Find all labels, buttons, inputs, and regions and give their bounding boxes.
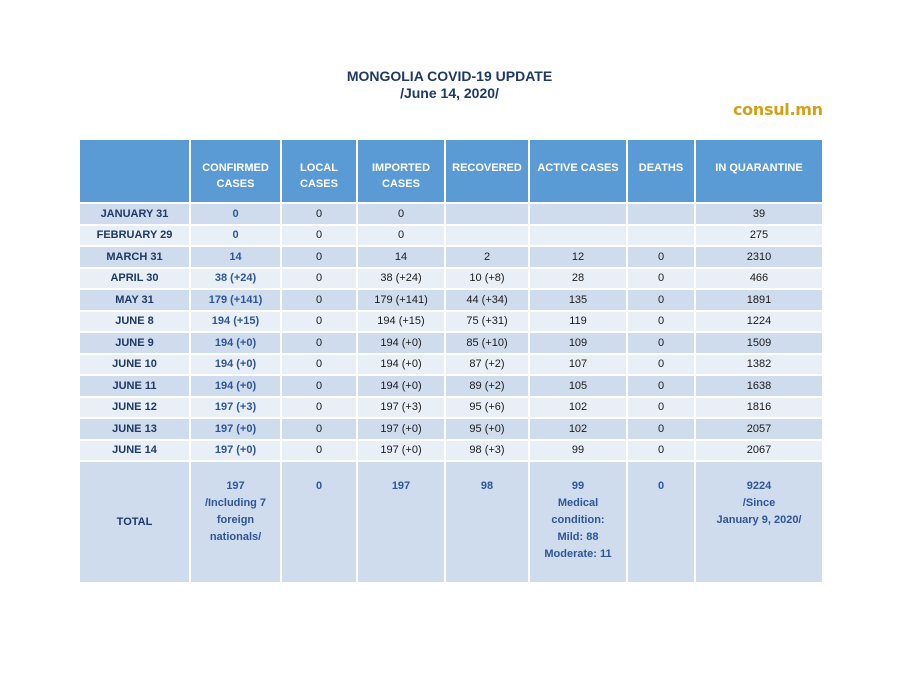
row-quarantine: 2067 — [695, 440, 823, 462]
row-date: MAY 31 — [79, 289, 190, 311]
row-date: MARCH 31 — [79, 246, 190, 268]
row-imported: 197 (+0) — [357, 418, 445, 440]
total-confirmed-line: foreign — [216, 514, 255, 526]
header-imported: IMPORTED CASES — [357, 139, 445, 203]
row-imported: 194 (+15) — [357, 311, 445, 333]
row-local: 0 — [281, 203, 357, 225]
row-active: 119 — [529, 311, 627, 333]
row-confirmed: 197 (+0) — [190, 418, 281, 440]
row-recovered — [445, 203, 529, 225]
row-deaths: 0 — [627, 332, 695, 354]
row-quarantine: 1638 — [695, 375, 823, 397]
row-deaths: 0 — [627, 289, 695, 311]
row-active: 99 — [529, 440, 627, 462]
row-quarantine: 2057 — [695, 418, 823, 440]
row-local: 0 — [281, 225, 357, 247]
row-date: JUNE 9 — [79, 332, 190, 354]
row-confirmed: 179 (+141) — [190, 289, 281, 311]
row-recovered: 89 (+2) — [445, 375, 529, 397]
row-active: 107 — [529, 354, 627, 376]
table-header-row — [79, 139, 823, 203]
row-local: 0 — [281, 268, 357, 290]
row-local: 0 — [281, 397, 357, 419]
table-row — [79, 225, 823, 247]
total-quarantine-line: /Since — [742, 497, 776, 509]
table-row — [79, 397, 823, 419]
row-local: 0 — [281, 418, 357, 440]
row-recovered: 87 (+2) — [445, 354, 529, 376]
row-recovered: 85 (+10) — [445, 332, 529, 354]
row-recovered: 2 — [445, 246, 529, 268]
page-title: MONGOLIA COVID-19 UPDATE — [346, 68, 553, 84]
row-quarantine: 1891 — [695, 289, 823, 311]
row-recovered — [445, 225, 529, 247]
table-row — [79, 311, 823, 333]
header-active: ACTIVE CASES — [529, 139, 627, 203]
total-active-line: condition: — [551, 514, 605, 526]
row-deaths — [627, 225, 695, 247]
row-deaths: 0 — [627, 375, 695, 397]
row-imported: 197 (+0) — [357, 440, 445, 462]
row-active: 12 — [529, 246, 627, 268]
table-row — [79, 289, 823, 311]
row-local: 0 — [281, 440, 357, 462]
row-confirmed: 194 (+0) — [190, 375, 281, 397]
row-quarantine: 1224 — [695, 311, 823, 333]
row-date: JUNE 8 — [79, 311, 190, 333]
row-date: FEBRUARY 29 — [79, 225, 190, 247]
row-confirmed: 0 — [190, 225, 281, 247]
total-imported: 197 — [357, 461, 445, 583]
row-recovered: 75 (+31) — [445, 311, 529, 333]
row-imported: 197 (+3) — [357, 397, 445, 419]
row-quarantine: 2310 — [695, 246, 823, 268]
row-local: 0 — [281, 289, 357, 311]
row-recovered: 95 (+0) — [445, 418, 529, 440]
row-imported: 38 (+24) — [357, 268, 445, 290]
table-row — [79, 246, 823, 268]
row-date: JUNE 11 — [79, 375, 190, 397]
row-date: APRIL 30 — [79, 268, 190, 290]
row-confirmed: 197 (+3) — [190, 397, 281, 419]
total-active-line: Mild: 88 — [557, 531, 599, 543]
row-active: 135 — [529, 289, 627, 311]
row-date: JUNE 14 — [79, 440, 190, 462]
total-confirmed-line: 197 — [226, 480, 245, 492]
row-quarantine: 1509 — [695, 332, 823, 354]
table-row — [79, 354, 823, 376]
header-confirmed: CONFIRMED CASES — [190, 139, 281, 203]
row-quarantine: 275 — [695, 225, 823, 247]
total-confirmed — [190, 461, 281, 583]
row-deaths: 0 — [627, 440, 695, 462]
table-row — [79, 268, 823, 290]
header-quarantine: IN QUARANTINE — [695, 139, 823, 203]
row-confirmed: 38 (+24) — [190, 268, 281, 290]
row-imported: 194 (+0) — [357, 332, 445, 354]
row-imported: 0 — [357, 225, 445, 247]
consul-logo: consul.mn — [733, 100, 823, 119]
total-local: 0 — [281, 461, 357, 583]
total-quarantine-line: 9224 — [746, 480, 772, 492]
row-deaths — [627, 203, 695, 225]
row-quarantine: 1382 — [695, 354, 823, 376]
row-imported: 14 — [357, 246, 445, 268]
total-quarantine-line: January 9, 2020/ — [716, 514, 802, 526]
table-row — [79, 332, 823, 354]
row-confirmed: 194 (+15) — [190, 311, 281, 333]
row-recovered: 95 (+6) — [445, 397, 529, 419]
row-active: 102 — [529, 397, 627, 419]
row-local: 0 — [281, 354, 357, 376]
total-active-line: Moderate: 11 — [544, 548, 612, 560]
row-local: 0 — [281, 311, 357, 333]
row-deaths: 0 — [627, 311, 695, 333]
table-row — [79, 375, 823, 397]
row-recovered: 98 (+3) — [445, 440, 529, 462]
row-deaths: 0 — [627, 418, 695, 440]
row-local: 0 — [281, 375, 357, 397]
row-active: 28 — [529, 268, 627, 290]
row-date: JANUARY 31 — [79, 203, 190, 225]
header-date — [79, 139, 190, 203]
total-confirmed-line: /Including 7 — [204, 497, 267, 509]
total-active-line: Medical — [557, 497, 599, 509]
table-row — [79, 418, 823, 440]
total-label: TOTAL — [79, 461, 190, 583]
row-date: JUNE 12 — [79, 397, 190, 419]
total-active — [529, 461, 627, 583]
row-deaths: 0 — [627, 268, 695, 290]
total-active-line: 99 — [571, 480, 585, 492]
row-imported: 0 — [357, 203, 445, 225]
total-quarantine — [695, 461, 823, 583]
row-local: 0 — [281, 332, 357, 354]
total-deaths: 0 — [627, 461, 695, 583]
header-recovered: RECOVERED — [445, 139, 529, 203]
row-active — [529, 203, 627, 225]
row-quarantine: 466 — [695, 268, 823, 290]
row-confirmed: 194 (+0) — [190, 354, 281, 376]
row-recovered: 10 (+8) — [445, 268, 529, 290]
row-date: JUNE 10 — [79, 354, 190, 376]
row-confirmed: 194 (+0) — [190, 332, 281, 354]
row-quarantine: 39 — [695, 203, 823, 225]
table-row — [79, 203, 823, 225]
table-row — [79, 440, 823, 462]
row-active: 105 — [529, 375, 627, 397]
row-deaths: 0 — [627, 246, 695, 268]
row-local: 0 — [281, 246, 357, 268]
row-active: 102 — [529, 418, 627, 440]
row-imported: 179 (+141) — [357, 289, 445, 311]
row-date: JUNE 13 — [79, 418, 190, 440]
header-local: LOCAL CASES — [281, 139, 357, 203]
page-subtitle: /June 14, 2020/ — [400, 85, 499, 101]
row-active — [529, 225, 627, 247]
row-quarantine: 1816 — [695, 397, 823, 419]
row-confirmed: 0 — [190, 203, 281, 225]
row-confirmed: 14 — [190, 246, 281, 268]
row-recovered: 44 (+34) — [445, 289, 529, 311]
covid-table — [78, 138, 824, 584]
row-active: 109 — [529, 332, 627, 354]
total-row — [79, 461, 823, 583]
header-deaths: DEATHS — [627, 139, 695, 203]
row-confirmed: 197 (+0) — [190, 440, 281, 462]
row-imported: 194 (+0) — [357, 375, 445, 397]
total-confirmed-line: nationals/ — [209, 531, 262, 543]
total-recovered: 98 — [445, 461, 529, 583]
row-deaths: 0 — [627, 397, 695, 419]
row-deaths: 0 — [627, 354, 695, 376]
row-imported: 194 (+0) — [357, 354, 445, 376]
